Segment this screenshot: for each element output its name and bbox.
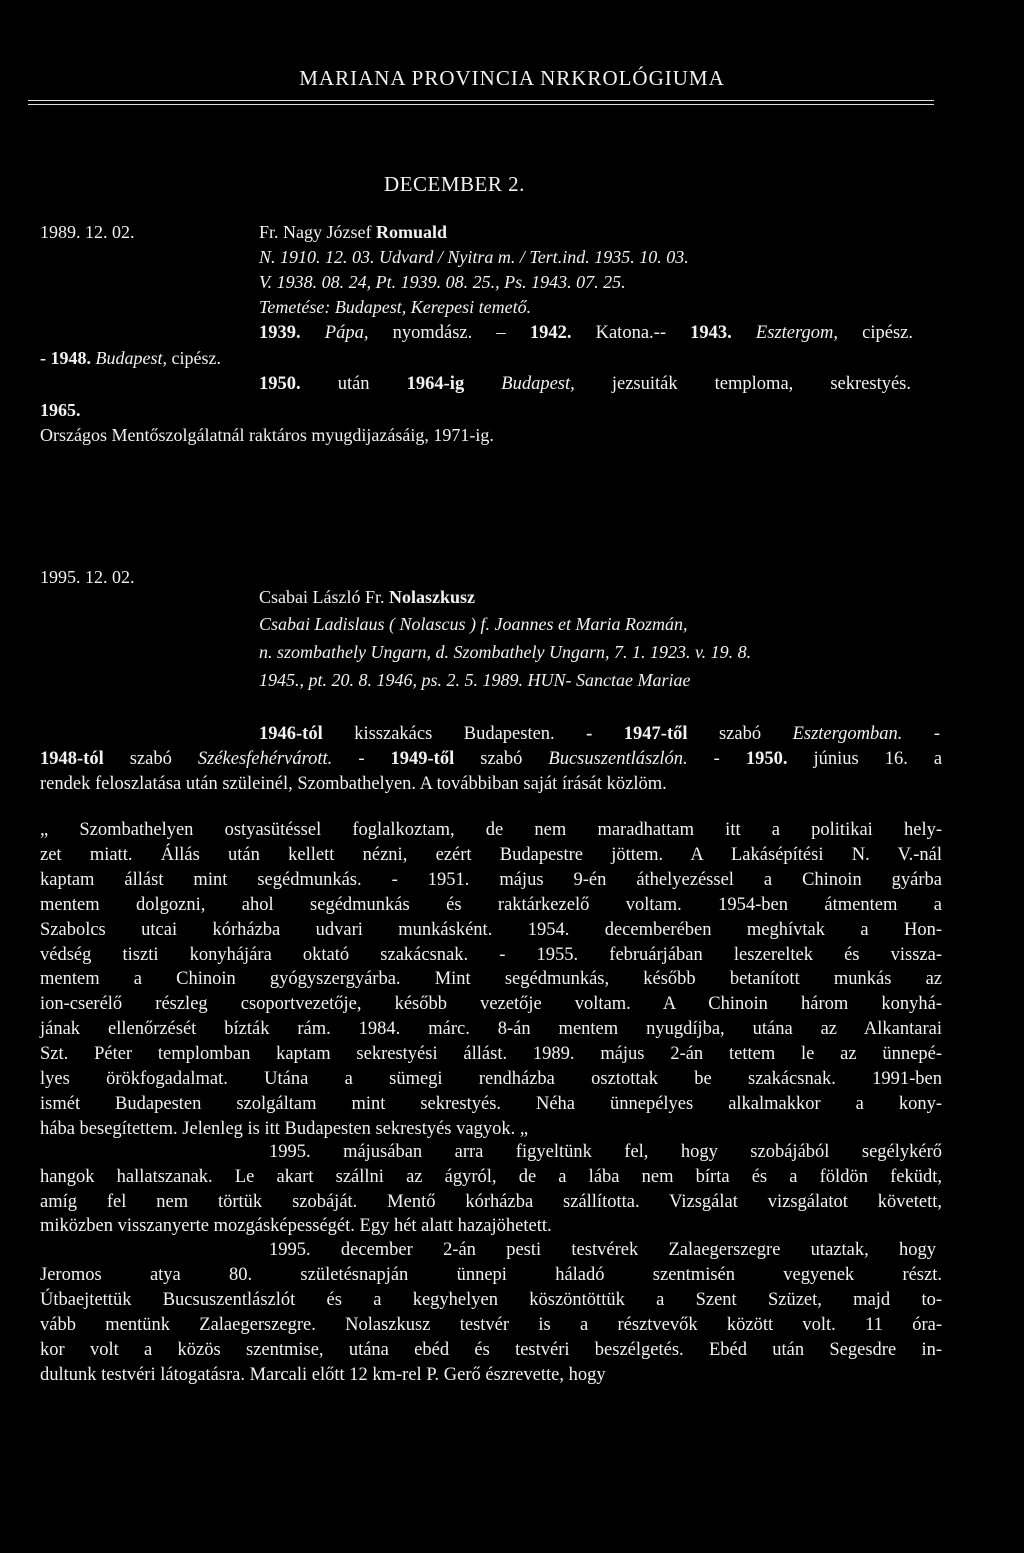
career-job: cipész. xyxy=(862,323,913,343)
entry1-vows-line: V. 1938. 08. 24, Pt. 1939. 08. 25., Ps. 1943. 07. 25. xyxy=(259,272,626,292)
entry2-cv-line-3: rendek feloszlatása után szüleinél, Szombathelyen. A továbbiban saját írását közlöm. xyxy=(40,774,667,794)
header-rule-top xyxy=(28,100,934,101)
cv-text: június 16. xyxy=(813,749,908,769)
text-line: mentem a Chinoin gyógyszergyárba. Mint segédmunkás, később betanított munkás az xyxy=(40,969,942,990)
career-text: után xyxy=(337,374,370,394)
text-line: kaptam állást mint segédmunkás. - 1951. május 9-én áthelyezéssel a Chinoin gyárba xyxy=(40,869,942,890)
entry2-name-plain: Csabai László Fr. xyxy=(259,587,389,607)
page-header-title: MARIANA PROVINCIA NRKROLÓGIUMA xyxy=(299,66,725,90)
entry1-career-line-2 xyxy=(40,346,221,370)
entry2-religious-name: Nolaszkusz xyxy=(388,587,475,607)
career-job: nyomdász. – xyxy=(392,323,506,343)
career-place: Pápa, xyxy=(324,323,369,343)
cv-text: a xyxy=(933,749,943,769)
entry2-death-date: 1995. 12. 02. xyxy=(40,567,135,587)
entry2-name xyxy=(259,585,475,609)
entry1-death-date: 1989. 12. 02. xyxy=(40,222,135,242)
career-year: - 1948. xyxy=(40,348,91,368)
text-line: Szt. Péter templomban kaptam sekrestyési állást. 1989. május 2-án tettem le az ünnepé- xyxy=(40,1044,942,1065)
cv-dash: - xyxy=(586,724,593,744)
cv-place: Esztergomban. xyxy=(792,724,903,744)
cv-text: szabó xyxy=(129,749,172,769)
cv-year: 1949-től xyxy=(390,749,455,769)
text-line: dultunk testvéri látogatásra. Marcali előtt 12 km-rel P. Gerő észrevette, hogy xyxy=(40,1364,606,1385)
career-job: jezsuiták temploma, sekrestyés. xyxy=(611,374,912,394)
career-year: 1964-ig xyxy=(406,374,465,394)
cv-dash: - xyxy=(358,749,365,769)
text-line: kor volt a közös szentmise, utána ebéd és testvéri beszélgetés. Ebéd után Segesdre in- xyxy=(40,1339,942,1360)
entry2-vows-line: 1945., pt. 20. 8. 1946, ps. 2. 5. 1989. HUN- Sanctae Mariae xyxy=(259,670,691,690)
career-year: 1939. xyxy=(259,323,301,343)
cv-text: szabó xyxy=(480,749,523,769)
cv-year: 1947-től xyxy=(623,724,688,744)
cv-text: kisszakács Budapesten. xyxy=(354,724,555,744)
cv-text: szabó xyxy=(718,724,762,744)
cv-place: Székesfehérvárott. xyxy=(197,749,333,769)
cv-place: Bucsuszentlászlón. xyxy=(548,749,688,769)
cv-dash: - xyxy=(713,749,720,769)
text-line: vább mentünk Zalaegerszegre. Nolaszkusz testvér is a résztvevők között volt. 11 óra- xyxy=(40,1314,942,1335)
cv-dash: - xyxy=(933,724,941,744)
section-date-title: DECEMBER 2. xyxy=(384,172,525,196)
entry1-career-line-5: Országos Mentőszolgálatnál raktáros myugdijazásáig, 1971-ig. xyxy=(40,425,494,445)
entry1-religious-name: Romuald xyxy=(375,222,447,242)
text-line: jának ellenőrzését bízták rám. 1984. márc. 8-án mentem nyugdíjba, utána az Alkantarai xyxy=(40,1019,942,1040)
text-line: amíg fel nem törtük szobáját. Mentő kórházba szállította. Vizsgálat vizsgálatot követett, xyxy=(40,1191,942,1212)
entry1-burial-line: Temetése: Budapest, Kerepesi temető. xyxy=(259,297,532,317)
text-line: hába besegítettem. Jelenleg is itt Budapesten sekrestyés vagyok. „ xyxy=(40,1118,529,1139)
career-place: Esztergom, xyxy=(755,323,838,343)
career-job: Katona.-- xyxy=(595,323,666,343)
cv-year: 1950. xyxy=(745,749,788,769)
career-place: Budapest, xyxy=(95,348,167,368)
career-place: Budapest, xyxy=(501,374,575,394)
header-rule-bottom xyxy=(28,104,934,105)
entry2-cv-line-2 xyxy=(40,747,942,772)
career-year: 1950. xyxy=(259,374,301,394)
career-year: 1942. xyxy=(529,323,572,343)
entry1-birth-line: N. 1910. 12. 03. Udvard / Nyitra m. / Tert.ind. 1935. 10. 03. xyxy=(259,247,689,267)
entry2-birth-line: n. szombathely Ungarn, d. Szombathely Ungarn, 7. 1. 1923. v. 19. 8. xyxy=(259,642,752,662)
entry1-career-year-1965: 1965. xyxy=(40,400,81,420)
career-job: cipész. xyxy=(171,348,221,368)
text-line: „ Szombathelyen ostyasütéssel foglalkoztam, de nem maradhattam itt a politikai hely- xyxy=(40,820,942,840)
text-line: 1995. májusában arra figyeltünk fel, hogy szobájából segélykérő xyxy=(269,1142,942,1162)
entry1-career-line-1 xyxy=(259,321,913,346)
text-line: zet miatt. Állás után kellett nézni, ezért Budapestre jöttem. A Lakásépítési N. V.-nál xyxy=(40,844,942,865)
entry1-career-line-3 xyxy=(259,372,911,397)
text-line: Jeromos atya 80. születésnapján ünnepi háladó szentmisén vegyenek részt. xyxy=(40,1264,942,1285)
entry1-name-plain: Fr. Nagy József xyxy=(259,222,376,242)
entry2-cv-line-1 xyxy=(259,722,940,747)
text-line: mentem dolgozni, ahol segédmunkás és raktárkezelő voltam. 1954-ben átmentem a xyxy=(40,894,942,915)
cv-year: 1946-tól xyxy=(259,724,323,744)
entry1-name xyxy=(259,220,447,244)
text-line: miközben visszanyerte mozgásképességét. Egy hét alatt hazajöhetett. xyxy=(40,1216,552,1237)
text-line: védség tiszti konyhájára oktató szakácsnak. - 1955. februárjában leszereltek és vissza- xyxy=(40,944,942,965)
text-line: ismét Budapesten szolgáltam mint sekrestyés. Néha ünnepélyes alkalmakkor a kony- xyxy=(40,1093,942,1114)
entry2-latin-line: Csabai Ladislaus ( Nolascus ) f. Joannes et Maria Rozmán, xyxy=(259,614,688,634)
cv-year: 1948-tól xyxy=(40,749,104,769)
career-year: 1943. xyxy=(690,323,732,343)
text-line: hangok hallatszanak. Le akart szállni az ágyról, de a lába nem bírta és a földön feküdt, xyxy=(40,1166,942,1187)
text-line: Szabolcs utcai kórházba udvari munkásként. 1954. decemberében meghívtak a Hon- xyxy=(40,919,942,940)
text-line: Útbaejtettük Bucsuszentlászlót és a kegyhelyen köszöntöttük a Szent Szüzet, majd to- xyxy=(40,1289,942,1310)
text-line: 1995. december 2-án pesti testvérek Zalaegerszegre utaztak, hogy xyxy=(269,1240,936,1260)
text-line: lyes örökfogadalmat. Utána a sümegi rendházba osztottak be szakácsnak. 1991-ben xyxy=(40,1069,942,1089)
text-line: ion-cserélő részleg csoportvezetője, később vezetője voltam. A Chinoin három konyhá- xyxy=(40,994,942,1015)
